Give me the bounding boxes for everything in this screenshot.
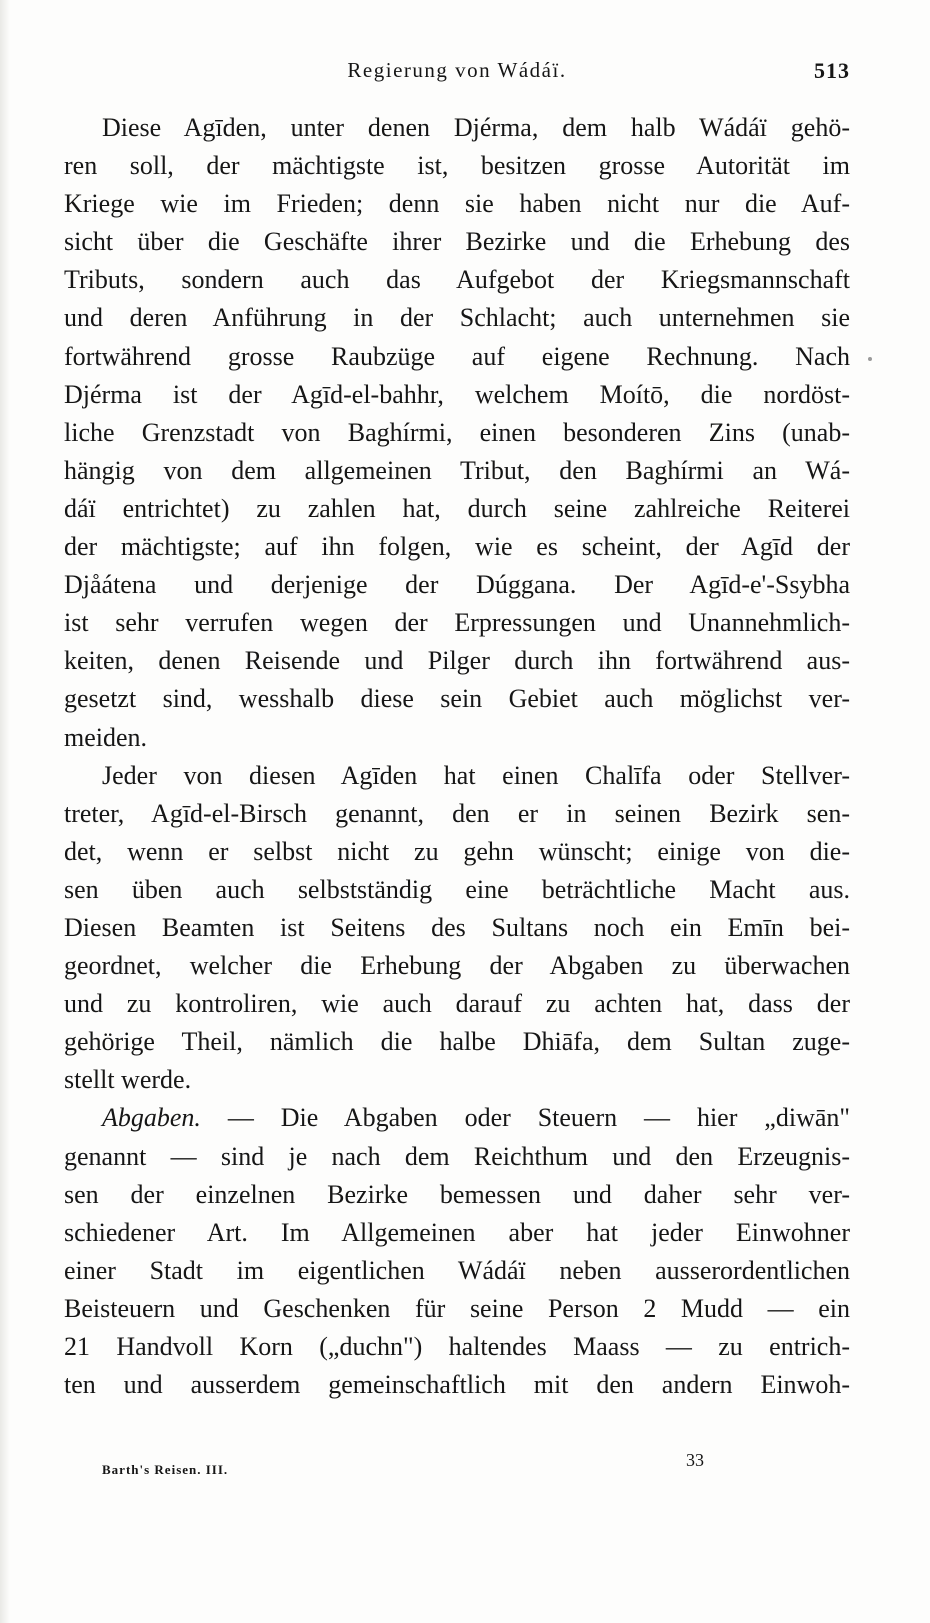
- text-line: Beisteuern und Geschenken für seine Person 2 Mudd — ein: [64, 1293, 850, 1323]
- text-line: der mächtigste; auf ihn folgen, wie es scheint, der Agīd der: [64, 532, 850, 562]
- text-line: sicht über die Geschäfte ihrer Bezirke und die Erhebung des: [64, 227, 850, 257]
- text-line: Diesen Beamten ist Seitens des Sultans noch ein Emīn bei-: [64, 912, 850, 942]
- running-title: Regierung von Wádáï.: [347, 58, 567, 82]
- text-line: dáï entrichtet) zu zahlen hat, durch seine zahlreiche Reiterei: [64, 493, 850, 523]
- text-line: schiedener Art. Im Allgemeinen aber hat jeder Einwohner: [64, 1217, 850, 1247]
- running-head: [64, 58, 850, 88]
- text-line: ten und ausserdem gemeinschaftlich mit den andern Einwoh-: [64, 1370, 850, 1400]
- text-line: Diese Agīden, unter denen Djérma, dem halb Wádáï gehö-: [102, 113, 850, 142]
- sheet-number: 33: [686, 1450, 704, 1470]
- text-line: Kriege wie im Frieden; denn sie haben nicht nur die Auf-: [64, 189, 850, 219]
- text-line: det, wenn er selbst nicht zu gehn wünscht; einige von die-: [64, 836, 850, 866]
- text-line-rest: — Die Abgaben oder Steuern — hier „diwān": [227, 1103, 850, 1133]
- text-line: fortwährend grosse Raubzüge auf eigene Rechnung. Nach: [64, 341, 850, 371]
- page-edge-shadow: [0, 0, 10, 1623]
- text-line: liche Grenzstadt von Baghírmi, einen besonderen Zins (unab-: [64, 417, 850, 447]
- text-line: hängig von dem allgemeinen Tribut, den Baghírmi an Wá-: [64, 455, 850, 485]
- text-line: Jeder von diesen Agīden hat einen Chalīfa oder Stellver-: [102, 760, 850, 790]
- signature-mark: Barth's Reisen. III.: [102, 1462, 229, 1477]
- text-line: geordnet, welcher die Erhebung der Abgaben zu überwachen: [64, 951, 850, 981]
- text-line: Tributs, sondern auch das Aufgebot der Kriegsmannschaft: [64, 265, 850, 295]
- page-footer: [102, 1450, 722, 1480]
- print-speck: [868, 357, 872, 361]
- text-line: meiden.: [64, 722, 148, 752]
- text-line: Djåátena und derjenige der Dúggana. Der Agīd-e'-Ssybha: [64, 570, 850, 600]
- text-line: gesetzt sind, wesshalb diese sein Gebiet auch möglichst ver-: [64, 684, 850, 714]
- text-line: 21 Handvoll Korn („duchn") haltendes Maass — zu entrich-: [64, 1332, 850, 1361]
- text-line: sen der einzelnen Bezirke bemessen und daher sehr ver-: [64, 1179, 850, 1209]
- text-line: stellt werde.: [64, 1065, 192, 1095]
- text-line: treter, Agīd-el-Birsch genannt, den er in seinen Bezirk sen-: [64, 798, 850, 828]
- text-line: ren soll, der mächtigste ist, besitzen grosse Autorität im: [64, 151, 850, 181]
- text-line: gehörige Theil, nämlich die halbe Dhiāfa, dem Sultan zuge-: [64, 1027, 850, 1057]
- section-label: Abgaben.: [102, 1103, 201, 1133]
- text-line: und deren Anführung in der Schlacht; auch unternehmen sie: [64, 303, 850, 333]
- body-text: [64, 109, 850, 1404]
- text-line: Djérma ist der Agīd-el-bahhr, welchem Moítō, die nordöst-: [64, 379, 850, 409]
- page-number: 513: [814, 58, 850, 83]
- text-line: einer Stadt im eigentlichen Wádáï neben ausserordentlichen: [64, 1255, 850, 1285]
- text-line: sen üben auch selbstständig eine beträchtliche Macht aus.: [64, 874, 850, 904]
- text-line: und zu kontroliren, wie auch darauf zu achten hat, dass der: [64, 989, 850, 1019]
- text-line: genannt — sind je nach dem Reichthum und den Erzeugnis-: [64, 1141, 850, 1171]
- text-line: ist sehr verrufen wegen der Erpressungen und Unannehmlich-: [64, 608, 850, 638]
- text-line: [64, 1099, 850, 1137]
- text-line: keiten, denen Reisende und Pilger durch ihn fortwährend aus-: [64, 646, 850, 676]
